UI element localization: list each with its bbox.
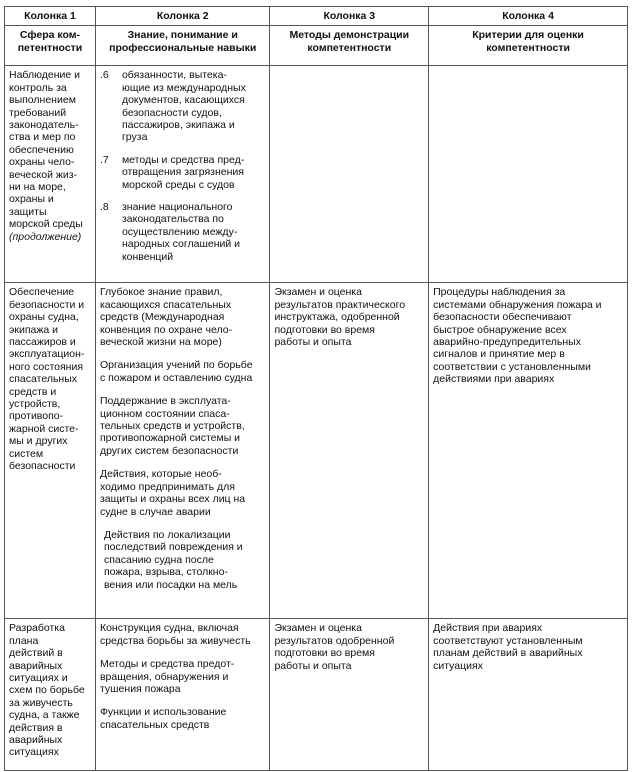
methods-cell: Экзамен и оценка результатов практического инструктажа, одобренной подготовки во время работы и опыта bbox=[270, 283, 429, 619]
column-header-2: Колонка 2 bbox=[95, 7, 270, 26]
item-text: знание национального законодательства по осуществлению между- народных соглашений и конвенций bbox=[121, 201, 241, 263]
subheader-knowledge: Знание, понимание и профессиональные навыки bbox=[95, 26, 270, 66]
table-row bbox=[5, 619, 628, 771]
competence-cell: Разработка плана действий в аварийных ситуациях и схем по борьбе за живучесть судна, а также действия в аварийных ситуациях bbox=[5, 619, 96, 771]
list-item bbox=[100, 154, 266, 191]
column-number-row bbox=[5, 7, 628, 26]
methods-cell: Экзамен и оценка результатов одобренной подготовки во время работы и опыта bbox=[270, 619, 429, 771]
continuation-note: (продолжение) bbox=[9, 230, 82, 243]
criteria-cell: Действия при авариях соответствуют установленным планам действий в аварийных ситуациях bbox=[429, 619, 628, 771]
column-header-3: Колонка 3 bbox=[270, 7, 429, 26]
column-header-4: Колонка 4 bbox=[429, 7, 628, 26]
item-number: .6 bbox=[99, 69, 109, 82]
knowledge-cell bbox=[95, 66, 270, 283]
list-item bbox=[100, 201, 266, 263]
competence-cell bbox=[5, 66, 96, 283]
knowledge-block: Глубокое знание правил, касающихся спасательных средств (Международная конвенция по охране чело- веческой жизни на море) bbox=[99, 286, 233, 349]
table-row bbox=[5, 66, 628, 283]
column-header-1: Колонка 1 bbox=[5, 7, 96, 26]
list-item bbox=[100, 69, 266, 143]
subheader-competence: Сфера ком- петентности bbox=[5, 26, 96, 66]
subheader-criteria: Критерии для оценки компетентности bbox=[429, 26, 628, 66]
knowledge-cell bbox=[95, 619, 270, 771]
table-row bbox=[5, 283, 628, 619]
criteria-cell: Процедуры наблюдения за системами обнаружения пожара и безопасности обеспечивают быстрое обнаружение всех аварийно-предупредительных сигналов и принятие мер в соответствии с установленными действиями при авариях bbox=[429, 283, 628, 619]
knowledge-block: Конструкция судна, включая средства борьбы за живучесть bbox=[99, 622, 251, 647]
item-text: методы и средства пред- отвращения загрязнения морской среды с судов bbox=[121, 153, 245, 191]
competence-text: Наблюдение и контроль за выполнением требований законодатель- ства и мер по обеспечению охраны чело- веческой жиз- ни на море, охраны и защиты морской среды bbox=[9, 69, 83, 231]
item-number: .8 bbox=[99, 201, 109, 214]
competence-table bbox=[4, 6, 628, 771]
subheader-methods: Методы демонстрации компетентности bbox=[270, 26, 429, 66]
criteria-cell bbox=[429, 66, 628, 283]
item-text: обязанности, вытека- ющие из международных документов, касающихся безопасности судов, пассажиров, экипажа и груза bbox=[121, 69, 246, 144]
knowledge-block: Организация учений по борьбе с пожаром и оставлению судна bbox=[99, 359, 253, 384]
knowledge-block: Действия по локализации последствий повреждения и спасанию судна после пожара, взрыва, столкно- вения или посадки на мель bbox=[103, 528, 243, 591]
knowledge-block: Функции и использование спасательных средств bbox=[99, 706, 227, 731]
knowledge-block: Методы и средства предот- вращения, обнаружения и тушения пожара bbox=[99, 658, 235, 696]
competence-cell: Обеспечение безопасности и охраны судна, экипажа и пассажиров и эксплуатацион- ного состояния спасательных средств и устройств, противопо- жарной систе- мы и других систем безопасности bbox=[5, 283, 96, 619]
item-number: .7 bbox=[99, 153, 109, 166]
knowledge-cell bbox=[95, 283, 270, 619]
knowledge-block: Поддержание в эксплуата- ционном состоянии спаса- тельных средств и устройств, противопожарной системы и других систем безопасности bbox=[99, 395, 245, 457]
column-title-row bbox=[5, 26, 628, 66]
knowledge-block: Действия, которые необ- ходимо предпринимать для защиты и охраны всех лиц на судне в случае аварии bbox=[99, 468, 246, 518]
methods-cell bbox=[270, 66, 429, 283]
